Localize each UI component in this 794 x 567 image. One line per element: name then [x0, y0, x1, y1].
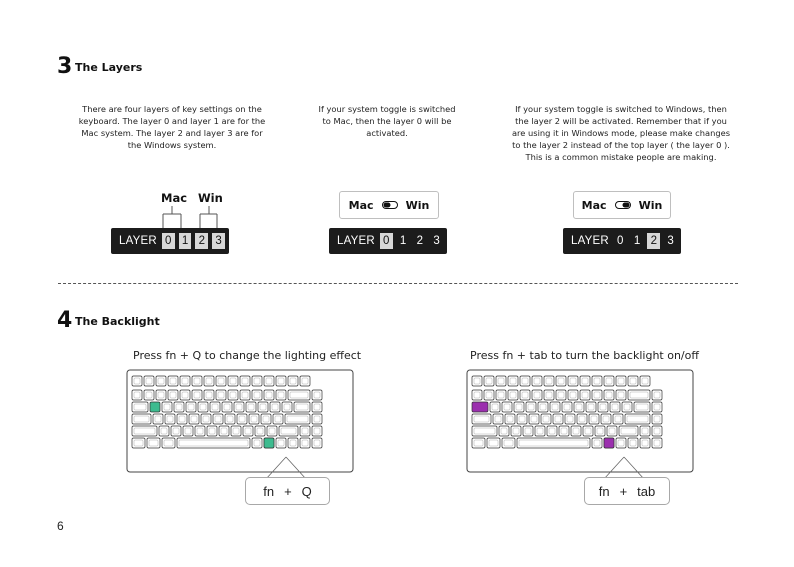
text-line: to the layer 2 instead of the top layer ( the layer 0 ). [512, 140, 730, 150]
keycap [225, 414, 235, 424]
keycap [601, 414, 611, 424]
keycap [207, 426, 217, 436]
keycap [261, 414, 271, 424]
text-line: the layer 2 will be activated. Remember that if you [515, 116, 727, 126]
keycap [508, 376, 518, 386]
keycap [484, 376, 494, 386]
keycap [246, 402, 256, 412]
text-line: If your system toggle is switched [318, 104, 456, 114]
keycap [589, 414, 599, 424]
keycap [556, 390, 566, 400]
layer-bar-mac [329, 228, 447, 254]
keycap [165, 414, 175, 424]
keycap [496, 390, 506, 400]
keycap [228, 376, 238, 386]
keycap [595, 426, 605, 436]
keycap [180, 390, 190, 400]
keycap [189, 414, 199, 424]
keycap [276, 438, 286, 448]
keycap [652, 402, 662, 412]
keycap [252, 376, 262, 386]
layer-key-3: 3 [667, 235, 674, 247]
keycap [502, 402, 512, 412]
keycap [312, 402, 322, 412]
keycap [210, 402, 220, 412]
keycap [300, 426, 310, 436]
keycap [294, 402, 310, 412]
keycap [547, 426, 557, 436]
keycap [544, 376, 554, 386]
layer-bar-win [563, 228, 681, 254]
keycap [532, 390, 542, 400]
keycap [180, 376, 190, 386]
keycap [288, 376, 298, 386]
keycap [628, 438, 638, 448]
layer-label: LAYER [571, 235, 609, 247]
text-line: the Windows system. [127, 140, 217, 150]
mac-toggle-box [339, 191, 439, 219]
keycap [237, 414, 247, 424]
keycap [132, 414, 151, 424]
section-3-number: 3 [57, 54, 73, 79]
keycap [186, 402, 196, 412]
layer-key-3: 3 [433, 235, 440, 247]
keycap [550, 402, 560, 412]
keycap [565, 414, 575, 424]
highlighted-fn-key [604, 438, 614, 448]
keycap [288, 390, 310, 400]
keycap [652, 426, 662, 436]
keycap [520, 376, 530, 386]
keycap [132, 402, 148, 412]
toggle-switch-win-icon [615, 201, 631, 209]
keycap [517, 414, 527, 424]
keycap [168, 390, 178, 400]
fn-tab-combo [584, 477, 670, 505]
keycap [222, 402, 232, 412]
combo-plus: + [284, 483, 292, 499]
win-bracket [200, 206, 217, 228]
keycap [231, 426, 241, 436]
keycap [132, 426, 157, 436]
keycap [604, 376, 614, 386]
keycap [592, 376, 602, 386]
keycap [592, 438, 602, 448]
keycap [156, 376, 166, 386]
keycap [535, 426, 545, 436]
keycap [198, 402, 208, 412]
keycap [553, 414, 563, 424]
text-line: are using it in Windows mode, please make changes [511, 128, 731, 138]
keycap [505, 414, 515, 424]
section-4-title: The Backlight [75, 315, 160, 328]
keycap [517, 438, 590, 448]
keycap [580, 376, 590, 386]
right-caption: Press fn + tab to turn the backlight on/off [470, 349, 699, 362]
section-divider [58, 283, 738, 284]
keycap [267, 426, 277, 436]
keycap [276, 376, 286, 386]
layer-label: LAYER [119, 235, 157, 247]
keycap [255, 426, 265, 436]
mac-label: Mac [161, 191, 188, 205]
keycap [279, 426, 298, 436]
keycap [153, 414, 163, 424]
keycap [604, 390, 614, 400]
layer-key-1: 1 [399, 235, 407, 247]
text-line: activated. [366, 128, 408, 138]
keycap [219, 426, 229, 436]
win-toggle-description [500, 103, 742, 163]
keycap [201, 414, 211, 424]
keycap [195, 426, 205, 436]
keycap [484, 390, 494, 400]
keycap [282, 402, 292, 412]
keycap [174, 402, 184, 412]
toggle-win-label: Win [638, 198, 663, 212]
toggle-win-label: Win [405, 198, 430, 212]
keycap [652, 438, 662, 448]
keycap [628, 376, 638, 386]
highlighted-key [472, 402, 488, 412]
layer-group-brackets [150, 204, 240, 228]
keycap [264, 376, 274, 386]
keycap [514, 402, 524, 412]
text-line: Mac system. The layer 2 and layer 3 are for [81, 128, 263, 138]
keycap [472, 376, 482, 386]
keycap [234, 402, 244, 412]
keycap [204, 376, 214, 386]
keycap [616, 376, 626, 386]
keycap [300, 376, 310, 386]
keycap [171, 426, 181, 436]
keycap [511, 426, 521, 436]
keycap [252, 390, 262, 400]
text-line: to Mac, then the layer 0 will be [322, 116, 452, 126]
layer-key-0: 0 [162, 233, 175, 249]
keycap [556, 376, 566, 386]
mac-toggle-description [297, 103, 477, 139]
keycap [192, 376, 202, 386]
keycap [144, 376, 154, 386]
keycap [168, 376, 178, 386]
keycap [640, 426, 650, 436]
combo-key-fn: fn [263, 483, 275, 499]
win-toggle-box [573, 191, 671, 219]
keycap [472, 414, 491, 424]
keycap [622, 402, 632, 412]
keycap [499, 426, 509, 436]
keycap [652, 414, 662, 424]
keycap [243, 426, 253, 436]
keycap [300, 438, 310, 448]
keycap [640, 438, 650, 448]
keycap [288, 438, 298, 448]
layer-key-2: 2 [416, 235, 424, 247]
section-3-title: The Layers [75, 61, 143, 74]
keycap [628, 390, 650, 400]
combo-plus: + [619, 483, 628, 499]
keycap [273, 414, 283, 424]
keycap [544, 390, 554, 400]
layer-label: LAYER [337, 235, 375, 247]
layer-key-1: 1 [633, 235, 641, 247]
text-line: keyboard. The layer 0 and layer 1 are for the [78, 116, 266, 126]
keycap [508, 390, 518, 400]
combo-key-tab: tab [637, 483, 656, 499]
layer-key-0: 0 [617, 235, 624, 247]
mac-bracket [163, 206, 181, 228]
keycap [526, 402, 536, 412]
layer-key-3: 3 [212, 233, 225, 249]
keycap [583, 426, 593, 436]
keycap [177, 438, 250, 448]
keycap [490, 402, 500, 412]
keycap [276, 390, 286, 400]
text-line: This is a common mistake people are making. [525, 152, 717, 162]
keycap [216, 390, 226, 400]
keycap [240, 390, 250, 400]
keycap [496, 376, 506, 386]
keycap [520, 390, 530, 400]
keycap [577, 414, 587, 424]
keycap [472, 426, 497, 436]
keycap [571, 426, 581, 436]
keycap [228, 390, 238, 400]
keycap [192, 390, 202, 400]
keycap [264, 390, 274, 400]
keycap [213, 414, 223, 424]
text-line: If your system toggle is switched to Windows, then [515, 104, 727, 114]
keycap [625, 414, 650, 424]
fn-q-combo [245, 477, 330, 505]
keycap [613, 414, 623, 424]
keycap [574, 402, 584, 412]
keycap [144, 390, 154, 400]
page-number: 6 [57, 519, 64, 533]
keycap [634, 402, 650, 412]
layer-key-2: 2 [195, 233, 208, 249]
keycap [538, 402, 548, 412]
keycap [472, 390, 482, 400]
toggle-mac-label: Mac [348, 198, 374, 212]
keycap [312, 426, 322, 436]
combo-key-fn: fn [598, 483, 610, 499]
keycap [529, 414, 539, 424]
win-label: Win [198, 191, 223, 205]
keycap [258, 402, 268, 412]
keycap [132, 376, 142, 386]
layers-description [62, 103, 282, 151]
combo-key-q: Q [301, 483, 312, 499]
keycap [640, 376, 650, 386]
keycap [159, 426, 169, 436]
keycap [240, 376, 250, 386]
keycap [252, 438, 262, 448]
keycap [541, 414, 551, 424]
layer-key-1: 1 [179, 233, 192, 249]
keycap [607, 426, 617, 436]
text-line: There are four layers of key settings on the [82, 104, 262, 114]
keycap [249, 414, 259, 424]
keycap [610, 402, 620, 412]
keycap [568, 376, 578, 386]
keycap [568, 390, 578, 400]
toggle-mac-label: Mac [581, 198, 607, 212]
left-caption: Press fn + Q to change the lighting effect [133, 349, 362, 362]
keycap [285, 414, 310, 424]
keycap [616, 438, 626, 448]
keycap [270, 402, 280, 412]
keycap [183, 426, 193, 436]
keycap [559, 426, 569, 436]
keycap [616, 390, 626, 400]
layer-bar-all [111, 228, 229, 254]
layer-key-0: 0 [380, 233, 393, 249]
toggle-switch-mac-icon [382, 201, 398, 209]
highlighted-fn-key [264, 438, 274, 448]
keycap [216, 376, 226, 386]
keycap [586, 402, 596, 412]
keycap [204, 390, 214, 400]
layer-key-2: 2 [647, 233, 660, 249]
keycap [162, 402, 172, 412]
keycap [312, 390, 322, 400]
keycap [619, 426, 638, 436]
keycap [532, 376, 542, 386]
keycap [523, 426, 533, 436]
keycap [177, 414, 187, 424]
keycap [312, 438, 322, 448]
keycap [156, 390, 166, 400]
keycap [312, 414, 322, 424]
highlighted-key [150, 402, 160, 412]
keycap [580, 390, 590, 400]
keycap [592, 390, 602, 400]
keycap [562, 402, 572, 412]
keycap [493, 414, 503, 424]
keycap [598, 402, 608, 412]
keycap [652, 390, 662, 400]
section-4-number: 4 [57, 308, 73, 333]
keycap [132, 390, 142, 400]
